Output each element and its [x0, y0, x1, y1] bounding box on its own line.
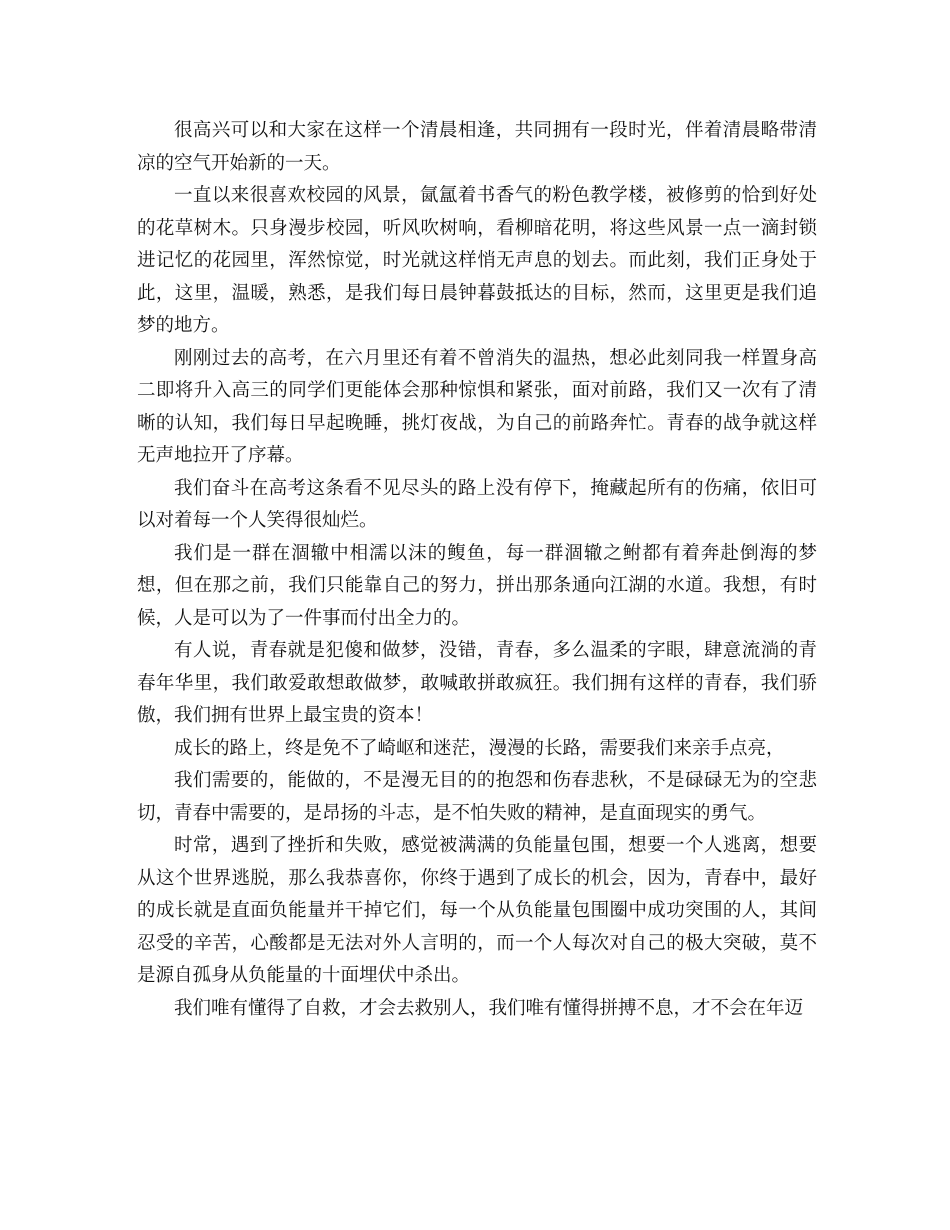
- paragraph-6: 有人说，青春就是犯傻和做梦，没错，青春，多么温柔的字眼，肆意流淌的青春年华里，我们敢爱敢想敢做梦，敢喊敢拼敢疯狂。我们拥有这样的青春，我们骄傲，我们拥有世界上最宝贵的资本！: [137, 640, 817, 726]
- paragraph-8: 我们需要的，能做的，不是漫无目的的抱怨和伤春悲秋，不是碌碌无为的空悲切，青春中需要的，是昂扬的斗志，是不怕失败的精神，是直面现实的勇气。: [137, 770, 817, 824]
- paragraph-9: 时常，遇到了挫折和失败，感觉被满满的负能量包围，想要一个人逃离，想要从这个世界逃脱，那么我恭喜你，你终于遇到了成长的机会，因为，青春中，最好的成长就是直面负能量并干掉它们，每一个从负能量包围圈中成功突围的人，其间忍受的辛苦，心酸都是无法对外人言明的，而一个人每次对自己的极大突破，莫不是源自孤身从负能量的十面埋伏中杀出。: [137, 835, 817, 986]
- paragraph-3: 刚刚过去的高考，在六月里还有着不曾消失的温热，想必此刻同我一样置身高二即将升入高三的同学们更能体会那种惊惧和紧张，面对前路，我们又一次有了清晰的认知，我们每日早起晚睡，挑灯夜战，为自己的前路奔忙。青春的战争就这样无声地拉开了序幕。: [137, 347, 817, 466]
- paragraph-2: 一直以来很喜欢校园的风景，氤氲着书香气的粉色教学楼，被修剪的恰到好处的花草树木。只身漫步校园，听风吹树响，看柳暗花明，将这些风景一点一滴封锁进记忆的花园里，浑然惊觉，时光就这样悄无声息的划去。而此刻，我们正身处于此，这里，温暖，熟悉，是我们每日晨钟暮鼓抵达的目标，然而，这里更是我们追梦的地方。: [137, 185, 817, 336]
- paragraph-7: 成长的路上，终是免不了崎岖和迷茫，漫漫的长路，需要我们来亲手点亮，: [174, 737, 785, 759]
- paragraph-4: 我们奋斗在高考这条看不见尽头的路上没有停下，掩藏起所有的伤痛，依旧可以对着每一个人笑得很灿烂。: [137, 477, 817, 531]
- paragraph-5: 我们是一群在涸辙中相濡以沫的鳆鱼，每一群涸辙之鲋都有着奔赴倒海的梦想，但在那之前，我们只能靠自己的努力，拼出那条通向江湖的水道。我想，有时候，人是可以为了一件事而付出全力的。: [137, 542, 817, 629]
- document-body: [137, 115, 817, 1025]
- paragraph-1: 很高兴可以和大家在这样一个清晨相逢，共同拥有一段时光，伴着清晨略带清凉的空气开始新的一天。: [137, 120, 817, 174]
- paragraph-10: 我们唯有懂得了自救，才会去救别人，我们唯有懂得拼搏不息，才不会在年迈: [174, 997, 804, 1019]
